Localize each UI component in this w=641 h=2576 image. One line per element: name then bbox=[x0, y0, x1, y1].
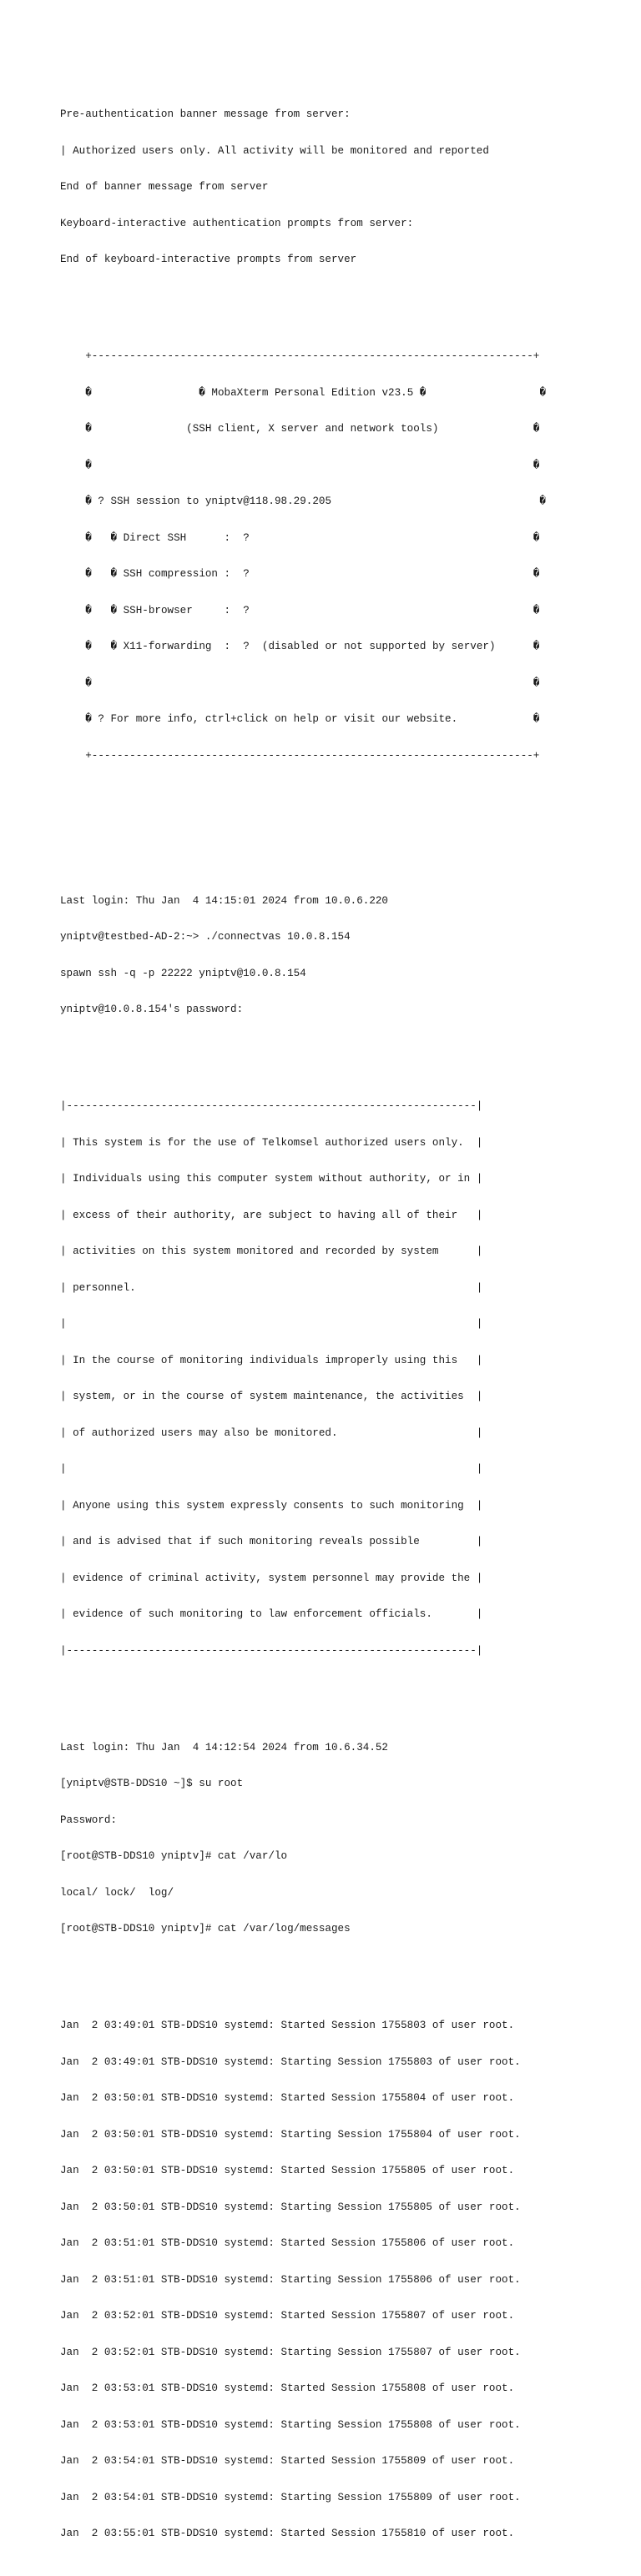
log-line: Jan 2 03:50:01 STB-DDS10 systemd: Started Session 1755805 of user root. bbox=[60, 2165, 515, 2176]
banner-line: End of banner message from server bbox=[60, 181, 269, 193]
banner-section bbox=[60, 84, 628, 290]
log-line: Jan 2 03:52:01 STB-DDS10 systemd: Starting Session 1755807 of user root. bbox=[60, 2346, 521, 2358]
command-line: [root@STB-DDS10 yniptv]# cat /var/lo bbox=[60, 1850, 288, 1862]
legal-notice-line: | This system is for the use of Telkomsel authorized users only. | bbox=[60, 1136, 483, 1149]
log-output bbox=[60, 1995, 628, 2564]
legal-notice-line: | Anyone using this system expressly consents to such monitoring | bbox=[60, 1499, 483, 1512]
banner-line: End of keyboard-interactive prompts from server bbox=[60, 254, 357, 265]
session-commands-section bbox=[60, 1718, 628, 1960]
mobaxterm-box-line: � � SSH-browser : ? � bbox=[60, 604, 540, 616]
command-line: [root@STB-DDS10 yniptv]# cat /var/log/messages bbox=[60, 1923, 351, 1935]
terminal-output bbox=[60, 60, 628, 2576]
log-line: Jan 2 03:50:01 STB-DDS10 systemd: Started Session 1755804 of user root. bbox=[60, 2092, 515, 2104]
session-line: Last login: Thu Jan 4 14:15:01 2024 from 10.0.6.220 bbox=[60, 894, 388, 907]
legal-notice-line: | evidence of such monitoring to law enforcement officials. | bbox=[60, 1608, 483, 1620]
log-line: Jan 2 03:51:01 STB-DDS10 systemd: Starting Session 1755806 of user root. bbox=[60, 2273, 521, 2286]
log-line: Jan 2 03:55:01 STB-DDS10 systemd: Started Session 1755810 of user root. bbox=[60, 2528, 515, 2539]
banner-line: Pre-authentication banner message from server: bbox=[60, 108, 351, 120]
legal-notice-line: | excess of their authority, are subject to having all of their | bbox=[60, 1209, 483, 1221]
mobaxterm-box-line: � � Direct SSH : ? � bbox=[60, 531, 540, 544]
mobaxterm-box-line: +----------------------------------------------------------------------+ bbox=[60, 749, 540, 762]
mobaxterm-box-line: +----------------------------------------------------------------------+ bbox=[60, 350, 540, 362]
legal-notice-line: | personnel. | bbox=[60, 1281, 483, 1294]
legal-notice-line: | system, or in the course of system maintenance, the activities | bbox=[60, 1391, 483, 1402]
legal-notice-line: | | bbox=[60, 1463, 483, 1475]
legal-notice-line: | activities on this system monitored and recorded by system | bbox=[60, 1245, 483, 1257]
mobaxterm-box-line: � ? SSH session to yniptv@118.98.29.205 � bbox=[60, 496, 546, 507]
session-line: yniptv@testbed-AD-2:~> ./connectvas 10.0.8.154 bbox=[60, 931, 351, 943]
log-line: Jan 2 03:50:01 STB-DDS10 systemd: Starting Session 1755805 of user root. bbox=[60, 2201, 521, 2213]
blank-line bbox=[60, 823, 628, 835]
legal-notice-line: | In the course of monitoring individuals improperly using this | bbox=[60, 1354, 483, 1366]
legal-notice-line: | of authorized users may also be monitored. | bbox=[60, 1426, 483, 1439]
legal-notice-line: | and is advised that if such monitoring reveals possible | bbox=[60, 1536, 483, 1547]
session-start-section bbox=[60, 871, 628, 1040]
session-line: spawn ssh -q -p 22222 yniptv@10.0.8.154 bbox=[60, 967, 306, 979]
legal-notice-line: | Individuals using this computer system without authority, or in | bbox=[60, 1173, 483, 1185]
log-line: Jan 2 03:53:01 STB-DDS10 systemd: Starting Session 1755808 of user root. bbox=[60, 2418, 521, 2431]
mobaxterm-box-line: � � bbox=[60, 459, 540, 471]
command-line: local/ lock/ log/ bbox=[60, 1886, 174, 1899]
log-line: Jan 2 03:49:01 STB-DDS10 systemd: Starting Session 1755803 of user root. bbox=[60, 2055, 521, 2068]
command-line: Password: bbox=[60, 1814, 118, 1826]
mobaxterm-box-line: � � X11-forwarding : ? (disabled or not supported by server) � bbox=[60, 641, 540, 652]
log-line: Jan 2 03:53:01 STB-DDS10 systemd: Started Session 1755808 of user root. bbox=[60, 2382, 515, 2394]
legal-notice-line: |-----------------------------------------------------------------| bbox=[60, 1644, 483, 1657]
mobaxterm-box-line: � (SSH client, X server and network tools) � bbox=[60, 423, 540, 435]
log-line: Jan 2 03:54:01 STB-DDS10 systemd: Starting Session 1755809 of user root. bbox=[60, 2491, 521, 2503]
log-line: Jan 2 03:52:01 STB-DDS10 systemd: Started Session 1755807 of user root. bbox=[60, 2310, 515, 2322]
banner-line: Keyboard-interactive authentication prompts from server: bbox=[60, 217, 414, 229]
command-line: Last login: Thu Jan 4 14:12:54 2024 from 10.6.34.52 bbox=[60, 1741, 388, 1753]
legal-notice-line: | | bbox=[60, 1318, 483, 1330]
log-line: Jan 2 03:51:01 STB-DDS10 systemd: Started Session 1755806 of user root. bbox=[60, 2237, 515, 2249]
legal-notice-box bbox=[60, 1076, 628, 1681]
banner-line: | Authorized users only. All activity will be monitored and reported bbox=[60, 144, 489, 157]
log-line: Jan 2 03:49:01 STB-DDS10 systemd: Started Session 1755803 of user root. bbox=[60, 2020, 515, 2031]
legal-notice-line: |-----------------------------------------------------------------| bbox=[60, 1100, 483, 1112]
mobaxterm-box-line: � � SSH compression : ? � bbox=[60, 568, 540, 580]
session-line: yniptv@10.0.8.154's password: bbox=[60, 1004, 244, 1015]
log-line: Jan 2 03:50:01 STB-DDS10 systemd: Starting Session 1755804 of user root. bbox=[60, 2128, 521, 2141]
mobaxterm-box-line: � � bbox=[60, 677, 540, 689]
command-line: [yniptv@STB-DDS10 ~]$ su root bbox=[60, 1778, 244, 1789]
legal-notice-line: | evidence of criminal activity, system personnel may provide the | bbox=[60, 1572, 483, 1584]
mobaxterm-box-line: � � MobaXterm Personal Edition v23.5 � � bbox=[60, 386, 547, 399]
mobaxterm-box-line: � ? For more info, ctrl+click on help or visit our website. � bbox=[60, 713, 540, 725]
log-line: Jan 2 03:54:01 STB-DDS10 systemd: Started Session 1755809 of user root. bbox=[60, 2455, 515, 2467]
mobaxterm-info-box bbox=[60, 326, 628, 786]
